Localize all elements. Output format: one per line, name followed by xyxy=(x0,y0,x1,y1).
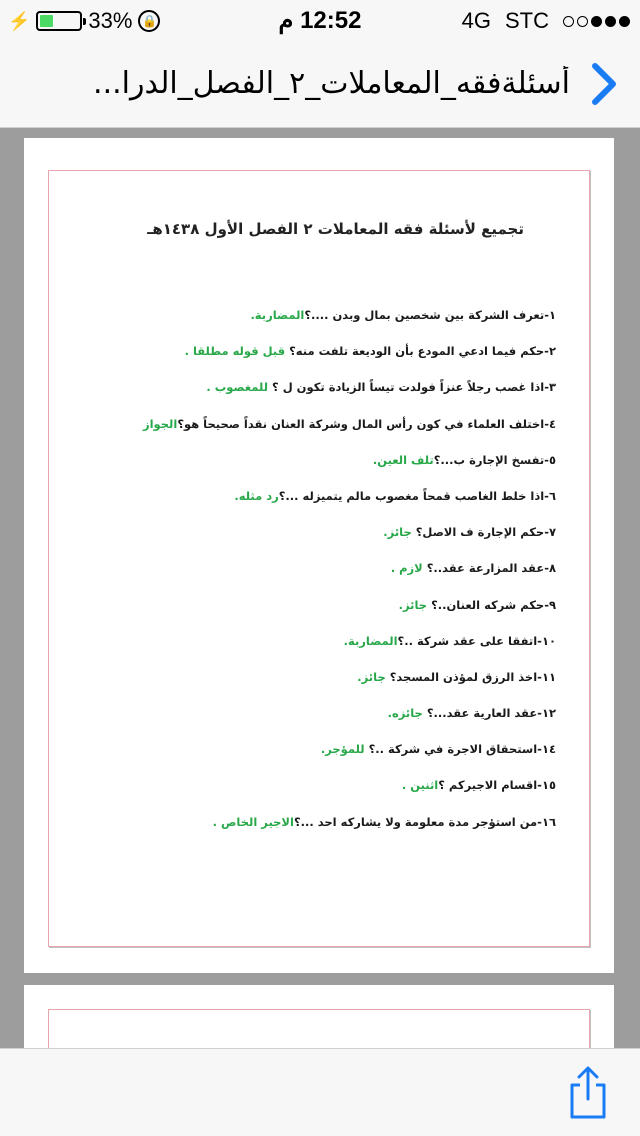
bottom-toolbar xyxy=(0,1048,640,1136)
question-text: ١٤-استحقاق الاجرة في شركة ..؟ xyxy=(364,742,556,757)
question-item xyxy=(84,417,556,453)
question-item xyxy=(84,308,556,344)
question-item xyxy=(84,525,556,561)
question-item xyxy=(84,380,556,416)
signal-dot xyxy=(605,16,616,27)
answer-text: الاجير الخاص . xyxy=(212,814,294,829)
question-text: ٨-عقد المزارعة عقد..؟ xyxy=(422,561,556,576)
question-text: ٥-تفسخ الإجارة ب...؟ xyxy=(433,452,556,467)
answer-text: المضاربة. xyxy=(343,633,398,648)
question-item xyxy=(84,453,556,489)
answer-text: تلف العين. xyxy=(372,452,434,467)
question-text: ٧-حكم الإجارة ف الاصل؟ xyxy=(411,525,556,540)
charging-bolt-icon: ⚡ xyxy=(8,10,31,31)
status-bar xyxy=(0,0,640,40)
nav-title: أسئلةفقه_المعاملات_٢_الفصل_الدرا... xyxy=(93,66,570,101)
question-item xyxy=(84,598,556,634)
signal-dot xyxy=(591,16,602,27)
question-text: ١٦-من استؤجر مدة معلومة ولا يشاركه احد ...؟ xyxy=(293,814,556,829)
question-item xyxy=(84,489,556,525)
back-button[interactable] xyxy=(582,60,626,108)
question-item xyxy=(84,561,556,597)
signal-strength-icon xyxy=(563,16,630,27)
question-text: ٩-حكم شركه العنان..؟ xyxy=(427,597,556,612)
document-page-2 xyxy=(24,985,614,1048)
answer-text: للمؤجر. xyxy=(320,742,365,757)
question-text: ١٢-عقد العارية عقد...؟ xyxy=(422,706,556,721)
question-item xyxy=(84,742,556,778)
answer-text: للمغصوب . xyxy=(206,380,269,395)
nav-bar xyxy=(0,40,640,128)
share-icon xyxy=(566,1065,610,1121)
answer-text: الجواز xyxy=(143,416,178,431)
answer-text: قبل قوله مطلقا . xyxy=(184,344,286,359)
answer-text: لازم . xyxy=(390,561,423,576)
signal-dot xyxy=(577,16,588,27)
question-item xyxy=(84,634,556,670)
answer-text: جائزه. xyxy=(387,706,423,721)
answer-text: اثنين . xyxy=(401,778,439,793)
document-title: تجميع لأسئلة فقه المعاملات ٢ الفصل الأول ١٤٣٨هـ xyxy=(147,220,524,238)
question-item xyxy=(84,670,556,706)
share-button[interactable] xyxy=(566,1065,610,1121)
document-viewer[interactable] xyxy=(0,128,640,1048)
document-page xyxy=(24,138,614,973)
question-item xyxy=(84,706,556,742)
question-item xyxy=(84,815,556,851)
question-text: ٦-اذا خلط الغاصب قمحاً مغصوب مالم يتميزله ...؟ xyxy=(278,488,556,503)
answer-text: جائز. xyxy=(398,597,428,612)
question-item xyxy=(84,778,556,814)
page-frame xyxy=(48,1009,590,1048)
answer-text: جائز. xyxy=(383,525,412,540)
answer-text: المضاربة. xyxy=(250,308,305,322)
network-type: 4G xyxy=(461,8,491,33)
question-text: ٢-حكم فيما ادعي المودع بأن الوديعة تلفت منه؟ xyxy=(285,344,556,359)
chevron-right-icon xyxy=(589,62,619,106)
signal-dot xyxy=(619,16,630,27)
question-text: ١٥-اقسام الاجيركم ؟ xyxy=(438,778,556,793)
question-text: ١١-اخذ الرزق لمؤذن المسجد؟ xyxy=(385,669,556,684)
question-list xyxy=(84,308,556,851)
answer-text: جائز. xyxy=(357,669,386,684)
status-right xyxy=(462,8,630,34)
battery-percent: 33% xyxy=(88,8,133,33)
signal-dot xyxy=(563,16,574,27)
answer-text: رد مثله. xyxy=(234,488,279,503)
carrier-name: STC xyxy=(505,8,549,33)
orientation-lock-icon: 🔒 xyxy=(138,10,160,32)
question-text: ٤-اختلف العلماء في كون رأس المال وشركة العنان نقداً صحيحاً هو؟ xyxy=(177,416,556,431)
question-text: ٣-اذا غصب رجلاً عنزاً فولدت تيساً الزيادة تكون ل ؟ xyxy=(268,380,556,395)
status-time: 12:52 م xyxy=(278,7,362,34)
question-item xyxy=(84,344,556,380)
question-text: ١-تعرف الشركة بين شخصين بمال وبدن ....؟ xyxy=(304,308,556,322)
question-text: ١٠-اتفقا على عقد شركة ..؟ xyxy=(397,633,556,648)
